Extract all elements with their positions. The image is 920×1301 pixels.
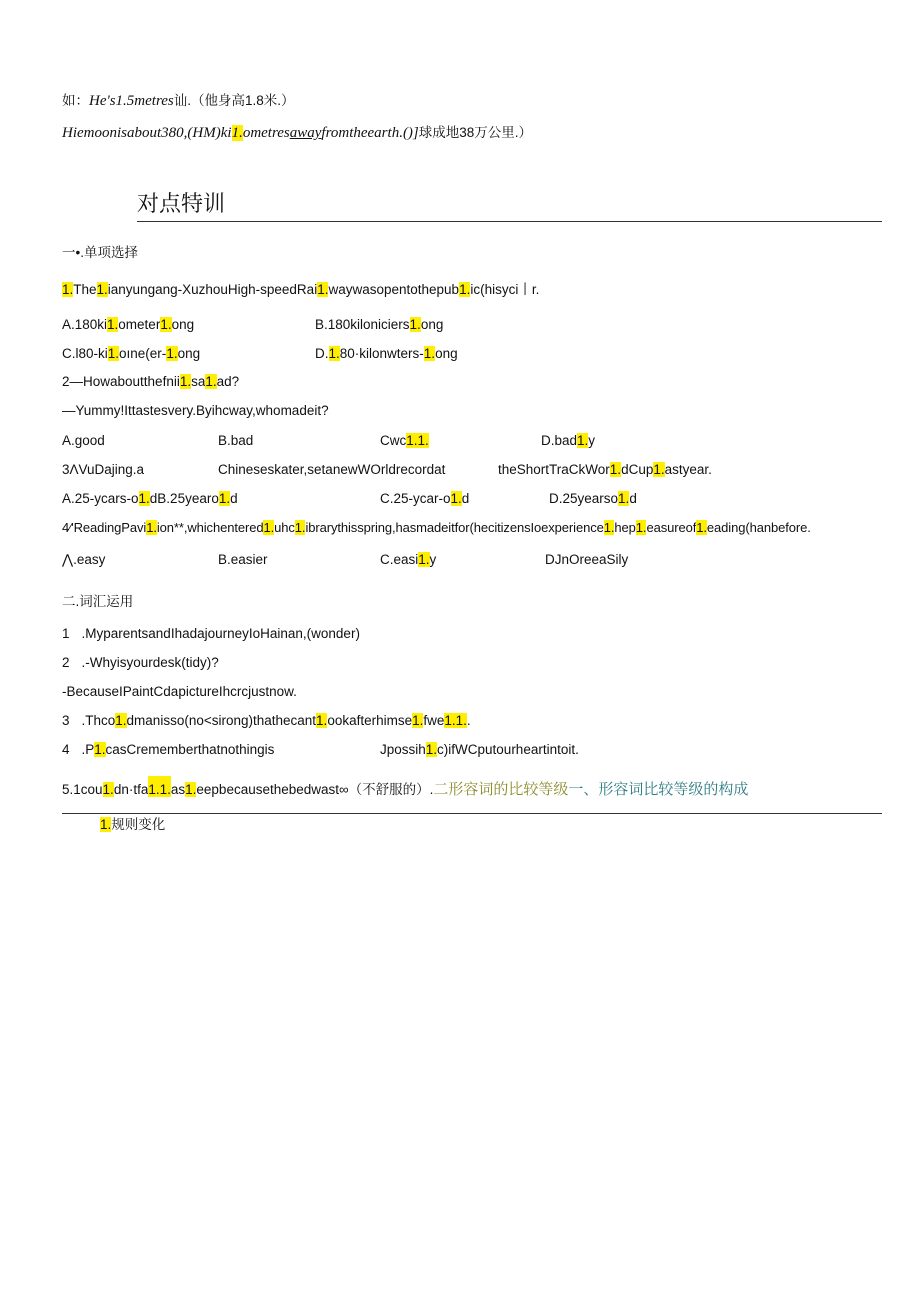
option-text: D.25yearso xyxy=(549,491,619,506)
item-text: .Thco xyxy=(81,713,116,728)
highlight-mark: 1.1. xyxy=(148,776,171,797)
item-number: 3 xyxy=(62,713,70,728)
q4-option-a: ⋀.easy xyxy=(62,552,106,567)
option-text: C.easi xyxy=(380,552,419,567)
vocab-item-5 xyxy=(62,781,748,799)
highlight-mark: 1. xyxy=(94,742,106,757)
question-text: ianyungang-XuzhouHigh-speedRai xyxy=(107,282,318,297)
highlight-mark: 1. xyxy=(294,520,306,535)
question-text: astyear. xyxy=(664,462,712,477)
question-text: uhc xyxy=(274,520,295,535)
q2-option-c xyxy=(380,432,429,450)
highlight-mark: 1. xyxy=(425,742,438,757)
highlight-mark: 1. xyxy=(409,317,421,332)
section-title-choice: 一•.单项选择 xyxy=(62,245,138,260)
highlight-mark: 1. xyxy=(107,346,120,361)
rule-change-heading xyxy=(100,816,165,834)
option-text: ometer xyxy=(118,317,161,332)
question-text: 4⁄'ReadingPavi xyxy=(62,520,147,535)
question-text: eading(hanbefore. xyxy=(706,520,811,535)
q2-option-a: A.good xyxy=(62,433,105,448)
item-text: dmanisso(no<sirong)thathecant xyxy=(126,713,317,728)
option-text: A.180ki xyxy=(62,317,108,332)
question-text: sa xyxy=(191,374,206,389)
question-text: easureof xyxy=(646,520,697,535)
item-text: eepbecausethebedwast∞（不舒服的）. xyxy=(196,782,434,797)
q1-option-d xyxy=(315,345,458,363)
highlight-mark: 1.1. xyxy=(444,713,467,728)
question-2-reply: —Yummy!Ittastesvery.Byihcway,whomadeit? xyxy=(62,403,329,418)
example-line-2 xyxy=(62,124,532,142)
highlight-mark: 1. xyxy=(418,552,430,567)
highlight-mark: 1. xyxy=(102,782,114,797)
highlight-mark: 1. xyxy=(316,713,328,728)
translation-text: 讪.（他身高1.8米.） xyxy=(173,93,295,108)
q3-option-d xyxy=(549,490,637,508)
highlight-mark: 1. xyxy=(146,520,157,535)
heading-rule xyxy=(137,221,882,222)
question-text: ic(hisyci丨r. xyxy=(470,282,540,297)
question-text: theShortTraCkWor xyxy=(498,462,610,477)
question-text: 2—Howaboutthefnii xyxy=(62,374,180,389)
question-text: ibrarythisspring,hasmadeitfor(hecitizensIoexperience xyxy=(305,520,604,535)
q1-option-a xyxy=(62,316,194,334)
highlight-mark: 1. xyxy=(160,317,172,332)
item-text: casCrememberthatnothingis xyxy=(105,742,275,757)
q3-option-ab xyxy=(62,490,238,508)
item-number: 1 xyxy=(62,626,70,641)
highlight-mark: 1. xyxy=(107,317,119,332)
section-title-vocabulary: 二.词汇运用 xyxy=(62,594,134,609)
vocab-item-2 xyxy=(62,654,219,672)
item-number: 4 xyxy=(62,742,70,757)
english-text: Hiemoonisabout380,(HM)ki xyxy=(62,125,232,141)
question-3-part-3 xyxy=(498,461,712,479)
option-text: oıne(er- xyxy=(119,346,167,361)
item-text: . xyxy=(466,713,471,728)
highlight-mark: 1. xyxy=(635,520,647,535)
vocab-item-4-part-2 xyxy=(380,741,579,759)
item-number: 2 xyxy=(62,655,70,670)
option-text: dB.25yearo xyxy=(149,491,219,506)
highlight-mark: 1. xyxy=(577,433,589,448)
highlight-mark: 1. xyxy=(185,782,197,797)
teal-heading-text: 一、形容词比较等级的构成 xyxy=(568,782,749,798)
option-text: 80·kilonwters- xyxy=(339,346,424,361)
highlight-mark: 1. xyxy=(205,374,217,389)
q4-option-c xyxy=(380,551,436,569)
question-3-part-2: Chineseskater,setanewWOrldrecordat xyxy=(218,462,446,477)
english-text: ometres xyxy=(242,125,290,141)
olive-heading-text: 二形容词的比较等级 xyxy=(433,782,569,798)
q1-option-c xyxy=(62,345,200,363)
question-4 xyxy=(62,519,811,537)
highlight-mark: 1. xyxy=(166,346,178,361)
item-text: Jpossih xyxy=(380,742,426,757)
option-text: y xyxy=(588,433,596,448)
option-text: D.bad xyxy=(541,433,578,448)
question-1 xyxy=(62,281,539,299)
option-text: ong xyxy=(435,346,458,361)
highlight-mark: 1. xyxy=(96,282,108,297)
highlight-mark: 1. xyxy=(231,125,243,141)
highlight-mark: 1. xyxy=(138,491,150,506)
highlight-mark: 1. xyxy=(263,520,275,535)
highlight-mark: 1. xyxy=(618,491,630,506)
option-text: C.l80-ki xyxy=(62,346,108,361)
highlight-mark: 1. xyxy=(328,346,340,361)
highlight-mark: 1. xyxy=(696,520,707,535)
question-3-part-1: 3ΛVuDajing.a xyxy=(62,462,145,477)
q3-option-c xyxy=(380,490,469,508)
highlight-mark: 1. xyxy=(450,491,462,506)
highlight-mark: 1. xyxy=(609,462,622,477)
vocab-item-1 xyxy=(62,625,360,643)
question-text: dCup xyxy=(621,462,654,477)
q2-option-d xyxy=(541,432,595,450)
vocab-item-4-part-1 xyxy=(62,741,274,759)
question-2 xyxy=(62,373,239,391)
q2-option-b: B.bad xyxy=(218,433,254,448)
highlight-mark: 1. xyxy=(412,713,424,728)
item-text: dn·tfa xyxy=(113,782,149,797)
section-rule xyxy=(62,813,882,814)
question-text: hep xyxy=(614,520,636,535)
highlight-mark: 1. xyxy=(100,817,112,832)
item-text: fwe xyxy=(423,713,445,728)
highlight-mark: 1. xyxy=(62,282,74,297)
q1-option-b xyxy=(315,316,443,334)
option-text: ong xyxy=(177,346,201,361)
question-text: waywasopentothepub xyxy=(328,282,460,297)
item-text: as xyxy=(170,782,186,797)
label-text: 如： xyxy=(62,93,89,108)
option-text: D. xyxy=(315,346,329,361)
vocab-item-3 xyxy=(62,712,471,730)
option-text: Cwc xyxy=(380,433,407,448)
item-text: .MyparentsandIhadajourneyIoHainan,(wonder) xyxy=(81,626,360,641)
english-text: away xyxy=(289,125,322,141)
highlight-mark: 1. xyxy=(423,346,436,361)
highlight-mark: 1. xyxy=(459,282,471,297)
option-text: ong xyxy=(420,317,444,332)
heading-text: 规则变化 xyxy=(111,817,166,832)
translation-text: 球成地38万公里.） xyxy=(418,125,533,140)
option-text: C.25-ycar-o xyxy=(380,491,451,506)
highlight-mark: 1. xyxy=(603,520,615,535)
item-text: .P xyxy=(81,742,95,757)
section-heading: 对点特训 xyxy=(137,191,226,216)
highlight-mark: 1. xyxy=(179,374,192,389)
option-text: ong xyxy=(171,317,195,332)
highlight-mark: 1. xyxy=(115,713,127,728)
highlight-mark: 1. xyxy=(317,282,329,297)
option-text: A.25-ycars-o xyxy=(62,491,139,506)
option-text: B.180kiloniciers xyxy=(315,317,410,332)
q4-option-d: DJnOreeaSily xyxy=(545,552,629,567)
item-text: .-Whyisyourdesk(tidy)? xyxy=(81,655,219,670)
item-text: c)ifWCputourheartintoit. xyxy=(437,742,579,757)
vocab-item-2-reply: -BecauseIPaintCdapictureIhcrcjustnow. xyxy=(62,684,297,699)
english-text: fromtheearth.()] xyxy=(321,125,419,141)
q4-option-b: B.easier xyxy=(218,552,268,567)
option-text: d xyxy=(461,491,470,506)
question-text: The xyxy=(73,282,97,297)
option-text: y xyxy=(429,552,437,567)
item-text: ookafterhimse xyxy=(327,713,413,728)
highlight-mark: 1.1. xyxy=(406,433,429,448)
item-text: 5.1cou xyxy=(62,782,103,797)
option-text: d xyxy=(230,491,238,506)
english-text: He's1.5metres xyxy=(89,93,174,109)
question-text: ad? xyxy=(216,374,240,389)
question-text: ion**,whichentered xyxy=(156,520,264,535)
highlight-mark: 1. xyxy=(218,491,231,506)
option-text: d xyxy=(629,491,637,506)
highlight-mark: 1. xyxy=(653,462,665,477)
example-line-1 xyxy=(62,92,295,110)
